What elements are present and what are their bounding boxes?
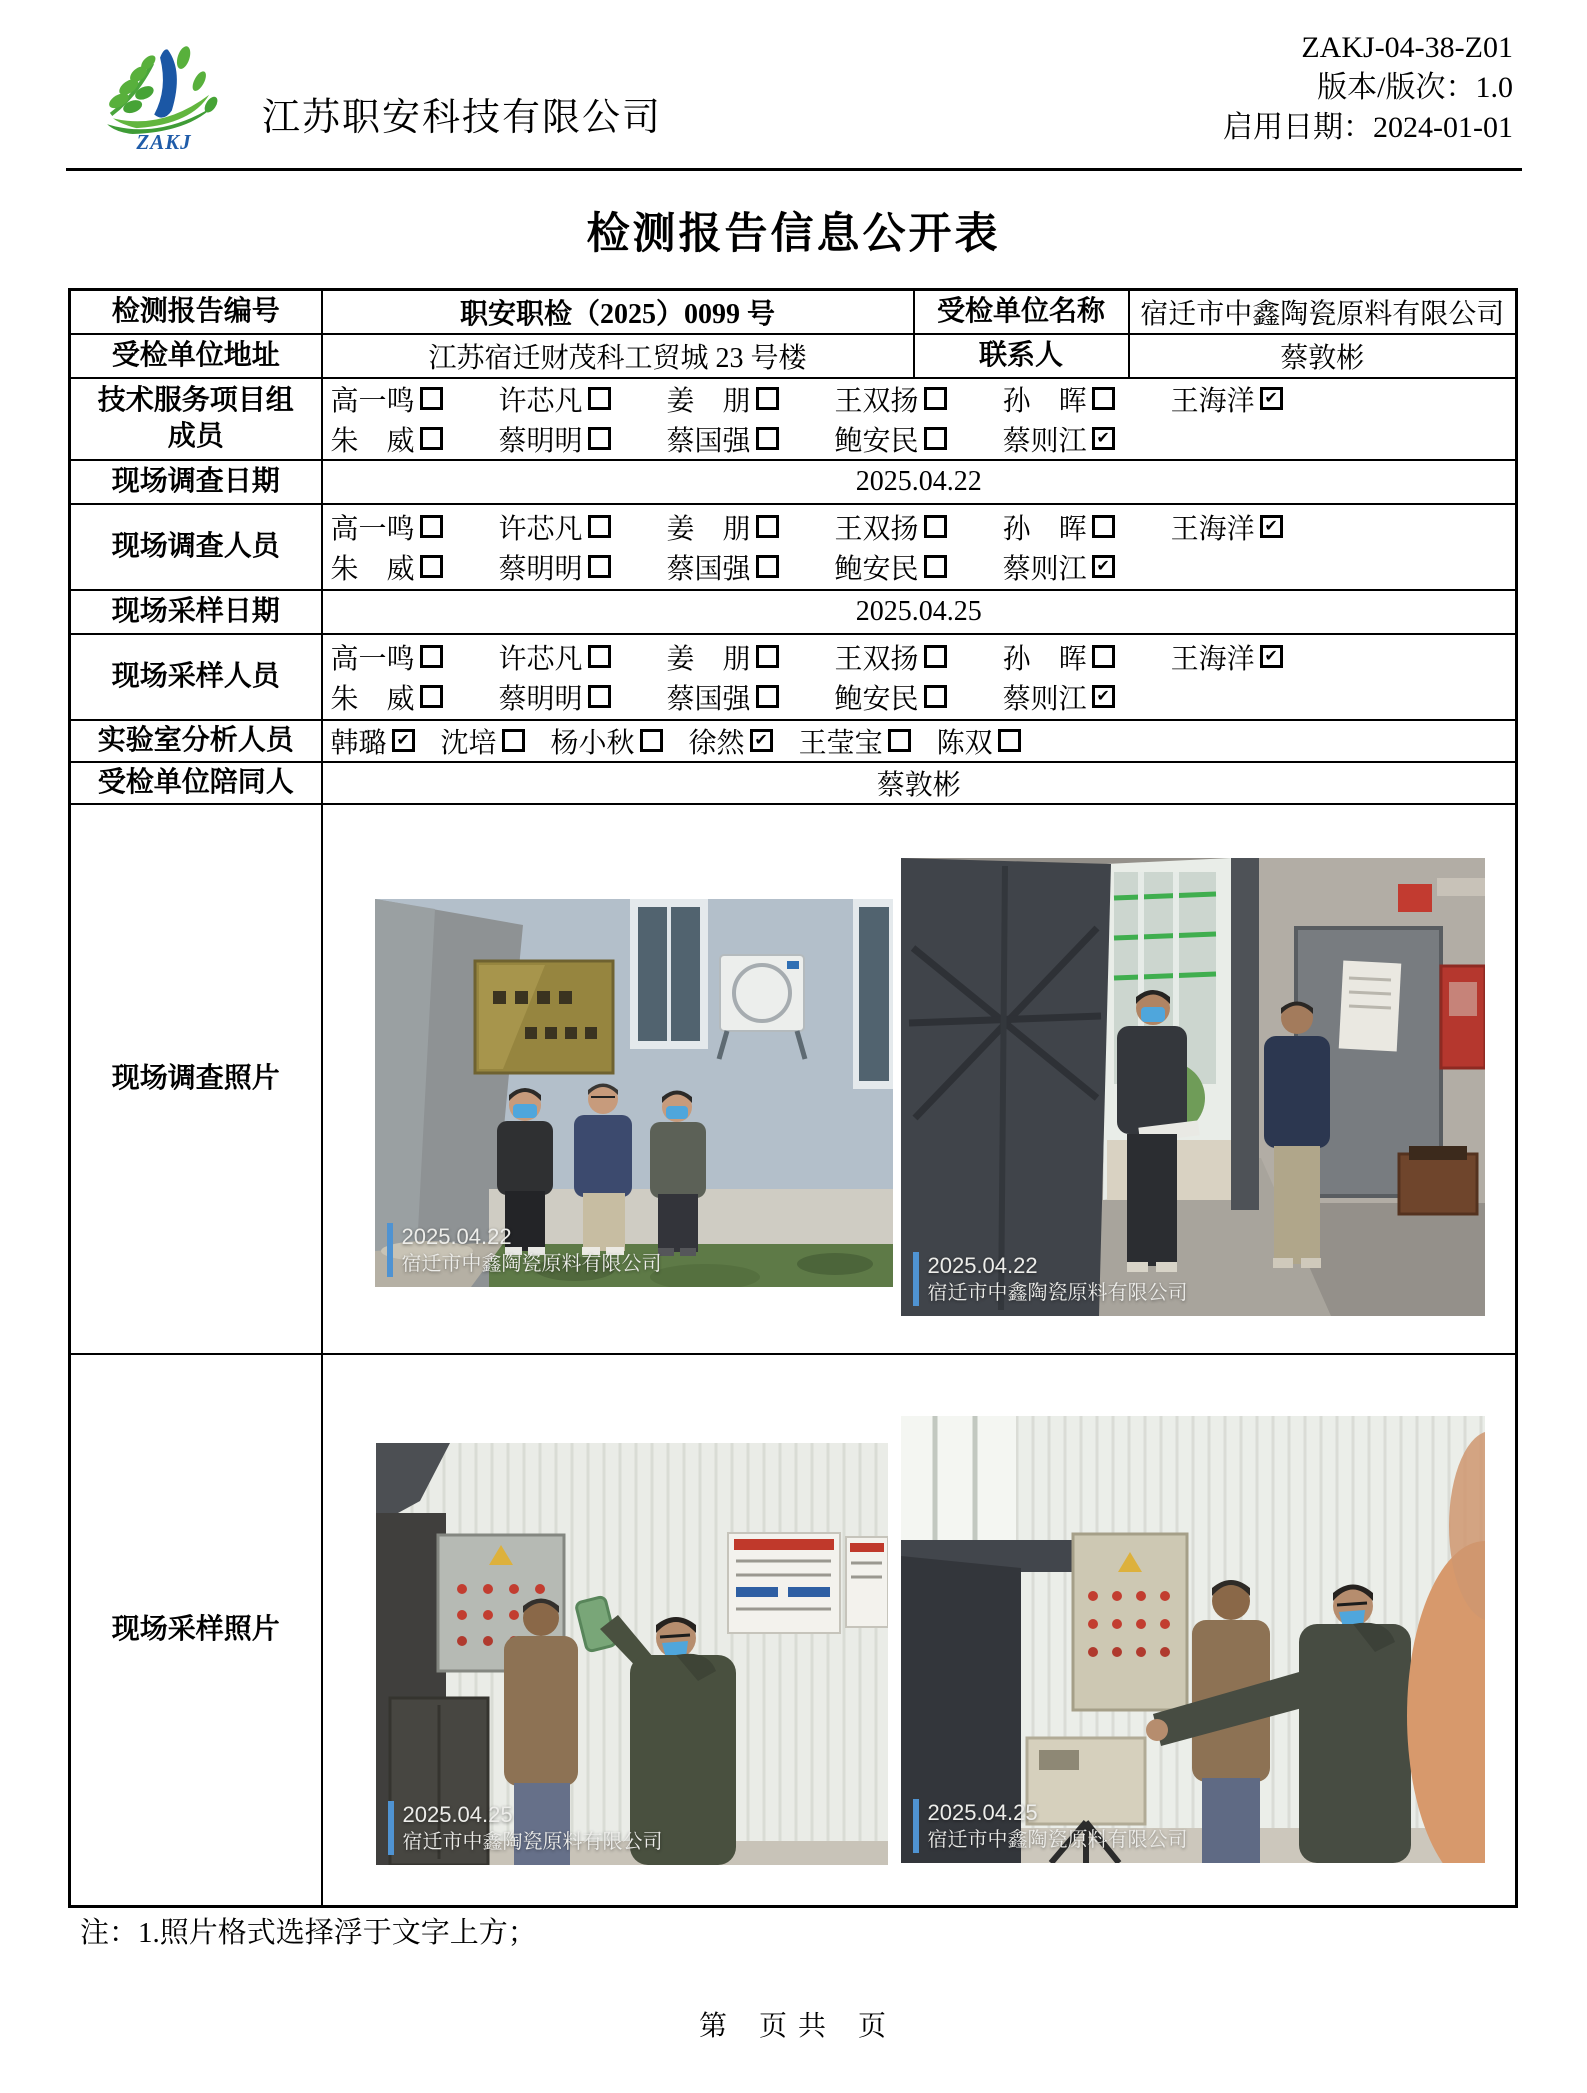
staff-member [1003, 379, 1115, 419]
logo-text: ZAKJ [136, 130, 192, 154]
table-row [70, 504, 1517, 590]
staff-member-name: 蔡明明 [498, 425, 583, 457]
checkbox-checked-icon: ✔ [750, 729, 773, 752]
staff-member [1171, 379, 1283, 419]
staff-member [331, 721, 415, 761]
team-label-line2: 成员 [167, 420, 224, 452]
staff-member-name: 朱 威 [330, 683, 415, 715]
sampling-date-value: 2025.04.25 [322, 590, 1517, 634]
staff-member-name: 姜 朋 [666, 643, 751, 675]
watermark-date: 2025.04.22 [401, 1223, 512, 1249]
survey-date-value: 2025.04.22 [322, 460, 1517, 504]
survey-photo-2 [901, 858, 1485, 1316]
checkbox-unchecked-icon [756, 685, 779, 708]
sampling-photo-2 [901, 1416, 1485, 1863]
table-row [70, 590, 1517, 634]
staff-member-name: 蔡国强 [666, 425, 751, 457]
checkbox-checked-icon: ✔ [1092, 555, 1115, 578]
staff-line [331, 507, 1508, 547]
header-divider [66, 168, 1522, 171]
staff-member-name: 王莹宝 [798, 727, 883, 759]
checkbox-unchecked-icon [1092, 387, 1115, 410]
table-row [70, 1354, 1517, 1907]
team-members-cell [322, 378, 1517, 460]
staff-member [499, 419, 611, 459]
staff-member-name: 高一鸣 [330, 643, 415, 675]
staff-member [331, 507, 443, 547]
checkbox-checked-icon: ✔ [1260, 515, 1283, 538]
staff-member [331, 637, 443, 677]
leaf-logo-icon [88, 38, 240, 136]
checkbox-unchecked-icon [588, 427, 611, 450]
staff-member-name: 王双扬 [834, 513, 919, 545]
watermark-date: 2025.04.22 [927, 1252, 1038, 1278]
staff-member-name: 沈培 [440, 727, 497, 759]
checkbox-unchecked-icon [756, 555, 779, 578]
staff-member-name: 杨小秋 [550, 727, 635, 759]
checkbox-unchecked-icon [756, 645, 779, 668]
staff-member-name: 姜 朋 [666, 385, 751, 417]
photo-watermark [387, 1223, 662, 1277]
staff-line [331, 677, 1508, 717]
header-doc-meta [1223, 28, 1513, 148]
sampling-staff-label: 现场采样人员 [70, 634, 322, 720]
checkbox-unchecked-icon [1092, 515, 1115, 538]
unit-addr-label: 受检单位地址 [70, 334, 322, 378]
survey-photo-label: 现场调查照片 [70, 804, 322, 1354]
staff-line [331, 637, 1508, 677]
staff-member [499, 379, 611, 419]
staff-member [667, 637, 779, 677]
checkbox-unchecked-icon [420, 515, 443, 538]
staff-member-name: 朱 威 [330, 553, 415, 585]
staff-line [331, 721, 1508, 761]
checkbox-unchecked-icon [924, 555, 947, 578]
watermark-company: 宿迁市中鑫陶瓷原料有限公司 [401, 1252, 662, 1275]
watermark-date: 2025.04.25 [927, 1799, 1038, 1825]
staff-member [667, 507, 779, 547]
checkbox-checked-icon: ✔ [1092, 427, 1115, 450]
sampling-photo-cell [322, 1354, 1517, 1907]
staff-member [799, 721, 911, 761]
survey-photo-cell [322, 804, 1517, 1354]
checkbox-unchecked-icon [588, 387, 611, 410]
staff-member-name: 高一鸣 [330, 513, 415, 545]
checkbox-unchecked-icon [588, 515, 611, 538]
checkbox-unchecked-icon [502, 729, 525, 752]
staff-member [667, 379, 779, 419]
checkbox-checked-icon: ✔ [1092, 685, 1115, 708]
checkbox-unchecked-icon [420, 427, 443, 450]
survey-date-label: 现场调查日期 [70, 460, 322, 504]
staff-member-name: 高一鸣 [330, 385, 415, 417]
checkbox-unchecked-icon [1092, 645, 1115, 668]
watermark-company: 宿迁市中鑫陶瓷原料有限公司 [927, 1281, 1188, 1304]
staff-member [835, 547, 947, 587]
staff-member [937, 721, 1021, 761]
staff-member [441, 721, 525, 761]
staff-member [1003, 547, 1115, 587]
staff-member [499, 507, 611, 547]
staff-member [331, 547, 443, 587]
staff-member [331, 677, 443, 717]
staff-member [499, 547, 611, 587]
checkbox-unchecked-icon [924, 645, 947, 668]
checkbox-unchecked-icon [756, 427, 779, 450]
checkbox-unchecked-icon [998, 729, 1021, 752]
lab-staff-cell [322, 720, 1517, 762]
staff-member-name: 王双扬 [834, 385, 919, 417]
staff-member-name: 许芯凡 [498, 643, 583, 675]
page-number-footer: 第 页 共 页 [698, 2011, 888, 2042]
staff-member-name: 蔡则江 [1002, 553, 1087, 585]
team-label-line1: 技术服务项目组 [97, 384, 294, 416]
staff-member-name: 蔡国强 [666, 683, 751, 715]
sampling-date-label: 现场采样日期 [70, 590, 322, 634]
staff-member [1003, 419, 1115, 459]
staff-member [1003, 507, 1115, 547]
staff-member-name: 陈双 [936, 727, 993, 759]
checkbox-unchecked-icon [588, 645, 611, 668]
staff-member [835, 507, 947, 547]
unit-name-label: 受检单位名称 [914, 290, 1129, 334]
staff-member [689, 721, 773, 761]
checkbox-unchecked-icon [420, 645, 443, 668]
doc-effective-date: 启用日期：2024-01-01 [1223, 111, 1513, 144]
staff-member-name: 蔡则江 [1002, 425, 1087, 457]
staff-member [667, 547, 779, 587]
watermark-date: 2025.04.25 [402, 1801, 513, 1827]
staff-member-name: 鲍安民 [834, 683, 919, 715]
staff-member [1003, 637, 1115, 677]
page-title: 检测报告信息公开表 [586, 211, 1001, 258]
staff-member [331, 379, 443, 419]
checkbox-unchecked-icon [924, 685, 947, 708]
staff-member [835, 677, 947, 717]
table-row [70, 378, 1517, 460]
escort-value: 蔡敦彬 [322, 762, 1517, 804]
doc-version: 版本/版次：1.0 [1317, 71, 1513, 104]
escort-label: 受检单位陪同人 [70, 762, 322, 804]
staff-member [1171, 637, 1283, 677]
survey-staff-cell [322, 504, 1517, 590]
staff-member-name: 王海洋 [1170, 643, 1255, 675]
staff-member [667, 677, 779, 717]
staff-member-name: 许芯凡 [498, 513, 583, 545]
staff-member-name: 姜 朋 [666, 513, 751, 545]
staff-member [835, 637, 947, 677]
checkbox-unchecked-icon [420, 555, 443, 578]
staff-member-name: 许芯凡 [498, 385, 583, 417]
staff-member-name: 王双扬 [834, 643, 919, 675]
staff-member-name: 徐然 [688, 727, 745, 759]
checkbox-unchecked-icon [588, 685, 611, 708]
staff-member-name: 孙 晖 [1002, 513, 1087, 545]
staff-line [331, 419, 1508, 459]
checkbox-unchecked-icon [924, 515, 947, 538]
checkbox-unchecked-icon [756, 515, 779, 538]
checkbox-unchecked-icon [888, 729, 911, 752]
table-row [70, 634, 1517, 720]
staff-member-name: 鲍安民 [834, 425, 919, 457]
staff-line [331, 547, 1508, 587]
staff-member [835, 419, 947, 459]
team-label [70, 378, 322, 460]
checkbox-unchecked-icon [420, 685, 443, 708]
watermark-company: 宿迁市中鑫陶瓷原料有限公司 [402, 1830, 663, 1853]
contact-label: 联系人 [914, 334, 1129, 378]
unit-name-value: 宿迁市中鑫陶瓷原料有限公司 [1129, 290, 1517, 334]
photo-watermark [913, 1799, 1188, 1853]
sampling-photo-2-image [901, 1416, 1485, 1863]
contact-value: 蔡敦彬 [1129, 334, 1517, 378]
report-no-label: 检测报告编号 [70, 290, 322, 334]
photo-watermark [388, 1801, 663, 1855]
staff-member [499, 637, 611, 677]
staff-member-name: 蔡明明 [498, 553, 583, 585]
checkbox-checked-icon: ✔ [1260, 387, 1283, 410]
staff-member-name: 蔡则江 [1002, 683, 1087, 715]
staff-member-name: 孙 晖 [1002, 385, 1087, 417]
checkbox-unchecked-icon [756, 387, 779, 410]
table-row [70, 804, 1517, 1354]
unit-addr-value: 江苏宿迁财茂科工贸城 23 号楼 [322, 334, 914, 378]
staff-member [551, 721, 663, 761]
table-row [70, 334, 1517, 378]
company-logo [88, 38, 240, 155]
staff-member [1003, 677, 1115, 717]
staff-member-name: 鲍安民 [834, 553, 919, 585]
staff-member [667, 419, 779, 459]
checkbox-unchecked-icon [924, 427, 947, 450]
survey-staff-label: 现场调查人员 [70, 504, 322, 590]
company-name: 江苏职安科技有限公司 [262, 97, 663, 139]
report-info-table [68, 288, 1518, 1908]
survey-photo-1 [375, 899, 893, 1287]
sampling-staff-cell [322, 634, 1517, 720]
survey-photo-2-image [901, 858, 1485, 1316]
staff-member-name: 王海洋 [1170, 513, 1255, 545]
checkbox-checked-icon: ✔ [392, 729, 415, 752]
staff-line [331, 379, 1508, 419]
table-row [70, 290, 1517, 334]
staff-member-name: 王海洋 [1170, 385, 1255, 417]
checkbox-checked-icon: ✔ [1260, 645, 1283, 668]
staff-member [1171, 507, 1283, 547]
photo-watermark [913, 1252, 1188, 1306]
staff-member-name: 朱 威 [330, 425, 415, 457]
table-row [70, 762, 1517, 804]
table-row [70, 460, 1517, 504]
checkbox-unchecked-icon [588, 555, 611, 578]
checkbox-unchecked-icon [640, 729, 663, 752]
checkbox-unchecked-icon [924, 387, 947, 410]
staff-member-name: 蔡国强 [666, 553, 751, 585]
table-row [70, 720, 1517, 762]
sampling-photo-1 [376, 1443, 888, 1865]
staff-member [331, 419, 443, 459]
staff-member-name: 孙 晖 [1002, 643, 1087, 675]
report-no-value: 职安职检（2025）0099 号 [322, 290, 914, 334]
footnote: 注：1.照片格式选择浮于文字上方； [80, 1917, 537, 1949]
staff-member-name: 蔡明明 [498, 683, 583, 715]
staff-member [835, 379, 947, 419]
sampling-photo-label: 现场采样照片 [70, 1354, 322, 1907]
staff-member-name: 韩璐 [330, 727, 387, 759]
doc-code: ZAKJ-04-38-Z01 [1301, 31, 1513, 64]
watermark-company: 宿迁市中鑫陶瓷原料有限公司 [927, 1828, 1188, 1851]
staff-member [499, 677, 611, 717]
lab-staff-label: 实验室分析人员 [70, 720, 322, 762]
checkbox-unchecked-icon [420, 387, 443, 410]
